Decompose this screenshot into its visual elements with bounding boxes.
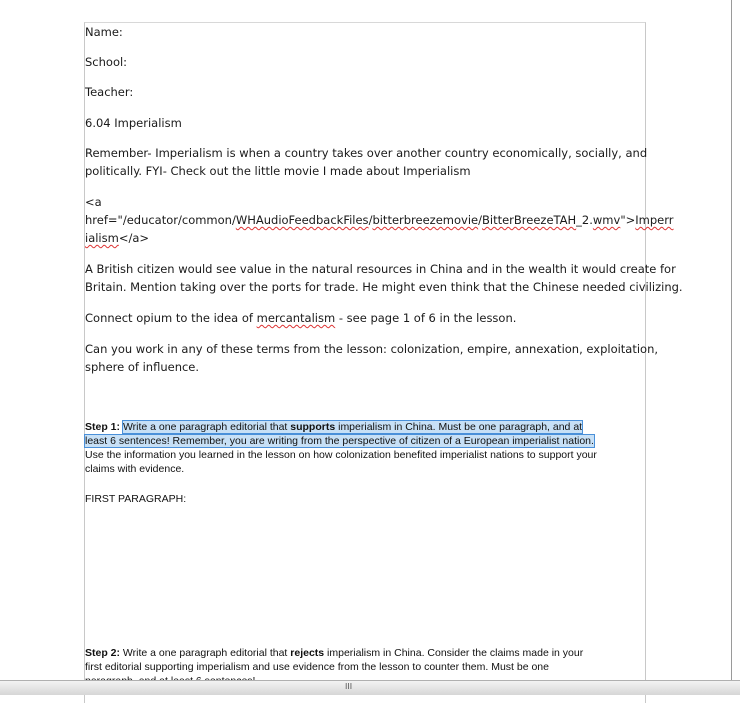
step2-line-2: first editorial supporting imperialism and use evidence from the lesson to counter them. Must be one xyxy=(85,661,549,673)
first-paragraph-label: FIRST PARAGRAPH: xyxy=(85,493,187,505)
step1-text: Write a one paragraph editorial that xyxy=(122,421,291,433)
scrollbar-grip-icon[interactable]: III xyxy=(345,682,353,691)
terms-line-2: sphere of influence. xyxy=(85,360,200,374)
link-text: href="/educator/common/ xyxy=(85,213,236,227)
selected-text[interactable]: least 6 sentences! Remember, you are writing from the perspective of citizen of a European imperialist nation. xyxy=(85,435,594,447)
spell-error: mercantalism xyxy=(256,311,336,325)
step1-line-3: Use the information you learned in the lesson on how colonization benefited imperialist nations to support your xyxy=(85,449,597,461)
school-label: School: xyxy=(85,55,128,69)
step1-line-4: claims with evidence. xyxy=(85,463,185,475)
step1-line-1 xyxy=(85,420,645,434)
horizontal-scrollbar[interactable] xyxy=(0,680,740,695)
opium-text: - see page 1 of 6 in the lesson. xyxy=(335,311,517,325)
step1-text: imperialism in China. Must be one paragraph, and at xyxy=(335,421,583,433)
step1-label: Step 1: xyxy=(85,421,121,433)
link-text: </a> xyxy=(118,231,150,245)
terms-line-1: Can you work in any of these terms from the lesson: colonization, empire, annexation, exploitation, xyxy=(85,342,659,356)
spell-error: wmv xyxy=(592,213,621,227)
british-line-2: Britain. Mention taking over the ports for trade. He might even think that the Chinese needed civilizing. xyxy=(85,280,683,294)
step1-line-2 xyxy=(85,434,645,448)
name-label: Name: xyxy=(85,25,123,39)
opium-text: Connect opium to the idea of xyxy=(85,311,257,325)
teacher-label: Teacher: xyxy=(85,85,134,99)
link-line-2 xyxy=(85,211,674,229)
spell-error: Imperr xyxy=(635,213,674,227)
selected-text[interactable] xyxy=(123,421,582,433)
step2-text: imperialism in China. Consider the claims made in your xyxy=(324,647,584,659)
link-line-3 xyxy=(85,229,647,247)
step2-text: Write a one paragraph editorial that xyxy=(120,647,291,659)
link-text: / xyxy=(368,213,373,227)
spell-error: BitterBreezeTAH xyxy=(481,213,577,227)
link-text: _2. xyxy=(576,213,593,227)
right-edge-line xyxy=(731,0,732,680)
remember-line-1: Remember- Imperialism is when a country takes over another country economically, socially, and xyxy=(85,146,648,160)
link-line-1: <a xyxy=(85,195,102,209)
remember-line-2: politically. FYI- Check out the little movie I made about Imperialism xyxy=(85,164,471,178)
document-page[interactable] xyxy=(84,22,683,703)
spell-error: WHAudioFeedbackFiles xyxy=(235,213,369,227)
step2-label: Step 2: xyxy=(85,647,121,659)
spell-error: ialism xyxy=(85,231,119,245)
step2-line-1 xyxy=(85,646,645,660)
step1-bold: supports xyxy=(290,421,336,433)
step2-bold: rejects xyxy=(290,647,325,659)
link-text: / xyxy=(478,213,482,227)
british-line-1: A British citizen would see value in the natural resources in China and in the wealth it would create for xyxy=(85,262,676,276)
lesson-title: 6.04 Imperialism xyxy=(85,116,182,130)
link-text: "> xyxy=(620,213,636,227)
opium-line xyxy=(85,309,647,327)
spell-error: bitterbreezemovie xyxy=(372,213,479,227)
